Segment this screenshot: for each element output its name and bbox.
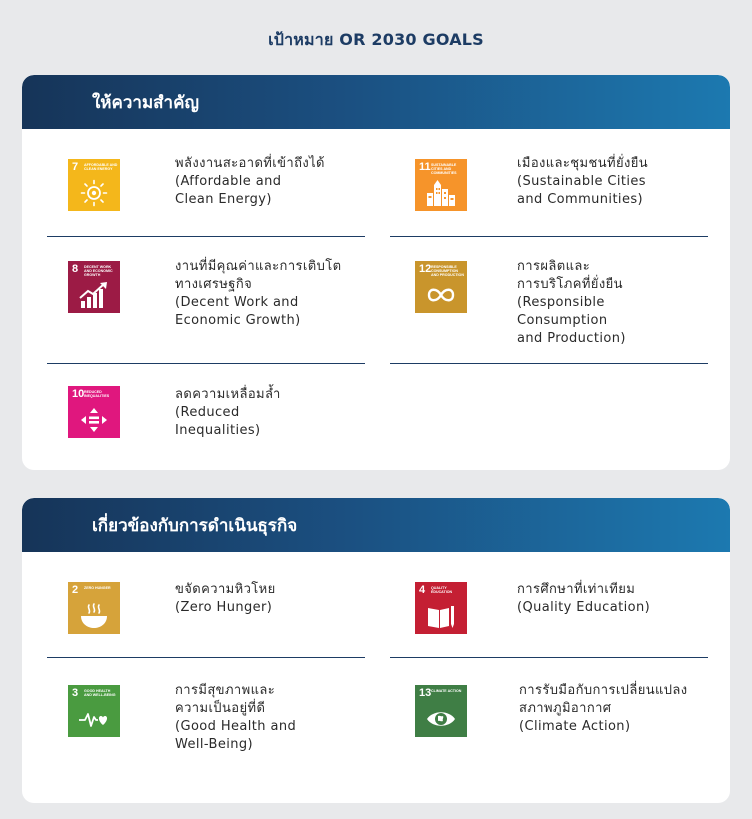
divider (47, 657, 365, 658)
goal-description: การผลิตและ การบริโภคที่ยั่งยืน (Responsible Consumption and Production) (517, 259, 626, 346)
goal-description: ลดความเหลื่อมล้ำ (Reduced Inequalities) (175, 387, 281, 438)
eye-globe-icon (425, 705, 457, 733)
city-icon (425, 179, 457, 207)
sdg-number: 11 (419, 161, 431, 173)
section-header: เกี่ยวข้องกับการดำเนินธุรกิจ (22, 498, 730, 552)
sdg-number: 7 (72, 161, 79, 173)
sdg-7-tile (68, 159, 120, 211)
goal-description: เมืองและชุมชนที่ยั่งยืน (Sustainable Cities and Communities) (517, 156, 649, 207)
equality-icon (78, 406, 110, 434)
section-business-card (22, 498, 730, 803)
divider (47, 236, 365, 237)
sdg-number: 13 (419, 687, 432, 699)
sdg-caption: QUALITY EDUCATION (431, 586, 453, 595)
sdg-number: 10 (72, 388, 85, 400)
goal-description: พลังงานสะอาดที่เข้าถึงได้ (Affordable and Clean Energy) (175, 156, 325, 207)
sun-icon (78, 179, 110, 207)
goal-description: งานที่มีคุณค่าและการเติบโต ทางเศรษฐกิจ (Decent Work and Economic Growth) (175, 259, 342, 328)
book-icon (425, 602, 457, 630)
divider (390, 657, 708, 658)
sdg-3-tile (68, 685, 120, 737)
goal-description: การศึกษาที่เท่าเทียม (Quality Education) (517, 582, 651, 615)
sdg-caption: ZERO HUNGER (84, 586, 111, 590)
bowl-icon (78, 602, 110, 630)
sdg-caption: RESPONSIBLE CONSUMPTION AND PRODUCTION (431, 265, 464, 278)
heartbeat-icon (78, 705, 110, 733)
goal-description: การมีสุขภาพและ ความเป็นอยู่ที่ดี (Good Health and Well-Being) (175, 683, 297, 752)
divider (390, 363, 708, 364)
sdg-number: 3 (72, 687, 79, 699)
divider (47, 363, 365, 364)
sdg-caption: REDUCED INEQUALITIES (84, 390, 110, 399)
sdg-11-tile (415, 159, 467, 211)
sdg-number: 2 (72, 584, 79, 596)
sdg-2-tile (68, 582, 120, 634)
sdg-caption: CLIMATE ACTION (431, 689, 462, 693)
sdg-caption: AFFORDABLE AND CLEAN ENERGY (84, 163, 118, 172)
goal-description: การรับมือกับการเปลี่ยนแปลง สภาพภูมิอากาศ (Climate Action) (519, 683, 688, 734)
sdg-10-tile (68, 386, 120, 438)
goal-description: ขจัดความหิวโหย (Zero Hunger) (175, 582, 276, 615)
growth-chart-icon (78, 281, 110, 309)
sdg-caption: DECENT WORK AND ECONOMIC GROWTH (84, 265, 113, 278)
sdg-4-tile (415, 582, 467, 634)
divider (390, 236, 708, 237)
page-title: เป้าหมาย OR 2030 GOALS (268, 30, 484, 49)
infinity-icon (425, 281, 457, 309)
sdg-caption: GOOD HEALTH AND WELL-BEING (84, 689, 116, 698)
sdg-number: 12 (419, 263, 432, 275)
section-priority-card (22, 75, 730, 470)
sdg-caption: SUSTAINABLE CITIES AND COMMUNITIES (431, 163, 457, 176)
sdg-12-tile (415, 261, 467, 313)
sdg-number: 4 (419, 584, 426, 596)
section-header: ให้ความสำคัญ (22, 75, 730, 129)
sdg-number: 8 (72, 263, 79, 275)
sdg-8-tile (68, 261, 120, 313)
sdg-13-tile (415, 685, 467, 737)
